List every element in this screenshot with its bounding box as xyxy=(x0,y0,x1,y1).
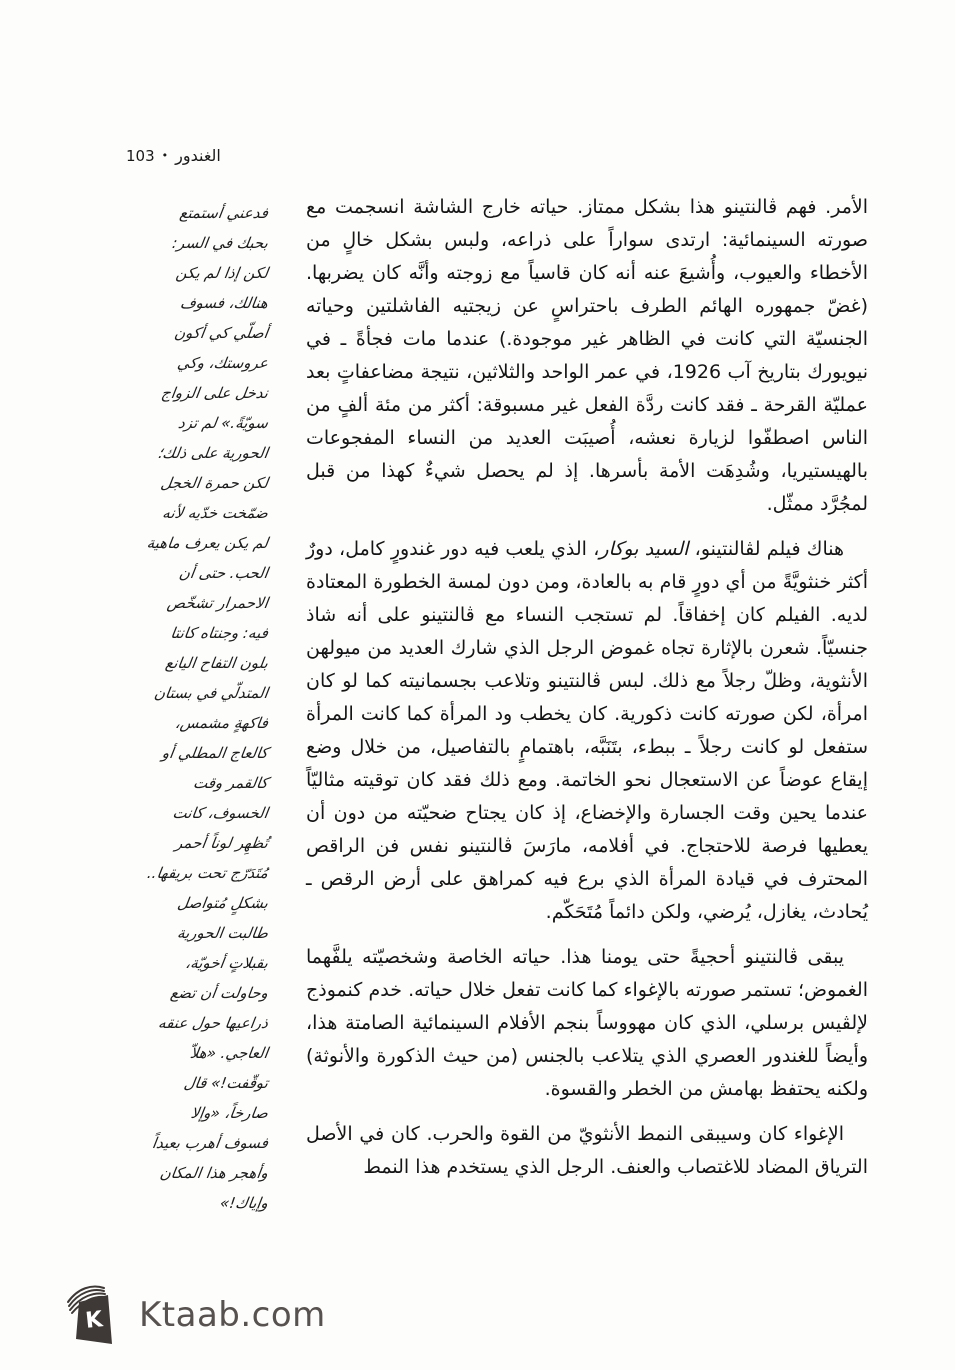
separator-dot: • xyxy=(161,149,169,162)
verse-line: هنالك، فسوف xyxy=(179,294,270,312)
verse-line: فسوف أهرب بعيداً xyxy=(150,1134,270,1152)
verse-line: وأهجر هذا المكان xyxy=(158,1164,270,1182)
paragraph xyxy=(306,533,868,929)
film-title-italic: السيد بوكار xyxy=(599,538,689,560)
ktaab-watermark xyxy=(64,1282,326,1348)
verse-line: لم يكن يعرف ماهية xyxy=(145,534,270,552)
verse-line: ذراعيها حول عنقه xyxy=(157,1014,270,1032)
verse-line: كالقمر وقت xyxy=(192,774,270,792)
verse-line: بلون التفاح اليانع xyxy=(164,654,270,672)
verse-line: كالعاج المطلي أو xyxy=(160,744,270,762)
paragraph: يبقى ڤالنتينو أحجيةً حتى يومنا هذا. حياته الخاصة وشخصيّته يلفَّهما الغموض؛ تستمر صورته بالإغواء كما كانت تفعل خلال حياته. خدم كنموذج لإلڤيس برسلي، الذي كان مهووساً بنجم الأفلام السينمائية الصامتة هذا، وأيضاً للغندور العصري الذي يتلاعب بالجنس (من حيث الذكورة والأنوثة) ولكنه يحتفظ بهامش من الخطر والقسوة. xyxy=(306,946,868,1100)
verse-line: ضمّخت خدّيه لأنه xyxy=(161,504,270,522)
verse-line: توقّفت!» قال xyxy=(182,1074,270,1092)
paragraph-text: ، الذي يلعب فيه دور غندورٍ كامل، دورٌ أكثر خنثويَّةً من أي دورٍ قام به بالعادة، ومن دون لمسة الخطورة المعتادة لديه. الفيلم كان إخفاقاً. لم تستجب النساء مع ڤالنتينو على أنه شاذ جنسيّاً. شعرن بالإثارة تجاه غموض الرجل الذي شارك العديد من ميولهن الأنثوية، وظلّ رجلاً مع ذلك. لبس ڤالنتينو وتلاعب بجسمانيته كما لو كان امرأة، لكن صورته كانت ذكورية. كان يخطب ود المرأة كما كانت المرأة ستفعل لو كانت رجلاً ـ ببطء، بتَنَبَّه، باهتمامٍ بالتفاصيل، من خلال وضع إيقاع عوضاً عن الاستعجال نحو الخاتمة. ومع ذلك فقد كان توقيته مثاليّاً عندما يحين وقت الجسارة والإخضاع، إذ كان يجتاح ضحيّته من دون أن يعطيها فرصة للاحتجاج. في أفلامه، مارَسَ ڤالنتينو نفس فن الراقص المحترف في قيادة المرأة الذي برع فيه كمراهق على أرض الرقص ـ يُحادث، يغازل، يُرضي، ولكن دائماً مُتَحَكّم. xyxy=(306,538,868,923)
verse-line: طالبت الحورية xyxy=(176,924,270,942)
verse-line: فيه: وجنتاه كانتا xyxy=(169,624,270,642)
verse-line: لكن حمرة الخجل xyxy=(159,474,270,492)
verse-line: صارخاً، «وإلا xyxy=(189,1104,270,1122)
verse-line: الحب. حتى أن xyxy=(177,564,270,582)
verse-line: ندخل على الزواج xyxy=(159,384,270,402)
logo-letter: K xyxy=(84,1307,104,1334)
paragraph-text: هناك فيلم لڤالنتينو، xyxy=(688,538,844,560)
verse-line: فدعني أستمتع xyxy=(178,204,270,222)
verse-line: بحبك في السر: xyxy=(171,234,270,252)
verse-line: المتدلّي في بستان xyxy=(152,684,270,702)
verse-line: أصلّي كي أكون xyxy=(173,324,270,342)
verse-line: مُتَدَرّج تحت بريقها.. xyxy=(146,864,270,882)
verse-line: بشكلٍ مُتواصل xyxy=(176,894,270,912)
verse-line: بقبلاتٍ أخويّة، xyxy=(184,954,270,972)
verse-line: وحاولت أن تضع xyxy=(169,984,270,1002)
body-text xyxy=(306,191,868,1184)
page-number: 103 xyxy=(126,147,155,165)
verse-line: العاجي. «هلاّ xyxy=(188,1044,270,1062)
verse-line: الخسوف، كانت xyxy=(171,804,270,822)
paragraph: الإغواء كان وسيبقى النمط الأنثويّ من القوة والحرب. كان في الأصل الترياق المضاد للاغتصاب والعنف. الرجل الذي يستخدم هذا النمط xyxy=(306,1123,868,1178)
margin-verse xyxy=(92,198,268,1218)
verse-line: لكن إذا لم يكن xyxy=(174,264,270,282)
verse-line: فاكهةٍ مشمس، xyxy=(174,714,270,732)
verse-line: الاحمرار تشخّص xyxy=(165,594,270,612)
verse-line: وإياك!» xyxy=(218,1194,270,1212)
page-header xyxy=(126,145,221,167)
running-title: الغندور xyxy=(175,146,221,165)
verse-line: تُظهِر لوناً أحمر xyxy=(174,834,270,852)
verse-line: الحورية على ذلك؛ xyxy=(156,444,270,462)
ktaab-wordmark: Ktaab.com xyxy=(139,1295,326,1335)
paragraph: الأمر. فهم ڤالنتينو هذا بشكل ممتاز. حياته خارج الشاشة انسجمت مع صورته السينمائية: ارتدى سواراً على ذراعه، ولبس بشكل خالٍ من الأخطاء والعيوب، وأُشيعَ عنه أنه كان قاسياً مع زوجته وأنَّه كان يضربها. (غضّ جمهوره الهائم الطرف باحتراسٍ عن زيجتيه الفاشلتين وحياته الجنسيّة التي كانت في الظاهر غير موجودة.) عندما مات فجأةً ـ في نيويورك بتاريخ آب 1926، في عمر الواحد والثلاثين، نتيجة مضاعفاتٍ بعد عمليّة القرحة ـ فقد كانت ردَّة الفعل غير مسبوقة: أكثر من مئة ألفٍ من الناس اصطفّوا لزيارة نعشه، أُصيبَت العديد من النساء المفجوعات بالهيستيريا، وشُدِهَت الأمة بأسرها. إذ لم يحصل شيءٌ كهذا من قبل لمجُرَّد ممثّل. xyxy=(306,196,868,515)
verse-line: سويّةً.» لم تزد xyxy=(176,414,270,432)
book-logo-icon xyxy=(64,1282,122,1348)
verse-line: عروستك، وكي xyxy=(176,354,270,372)
